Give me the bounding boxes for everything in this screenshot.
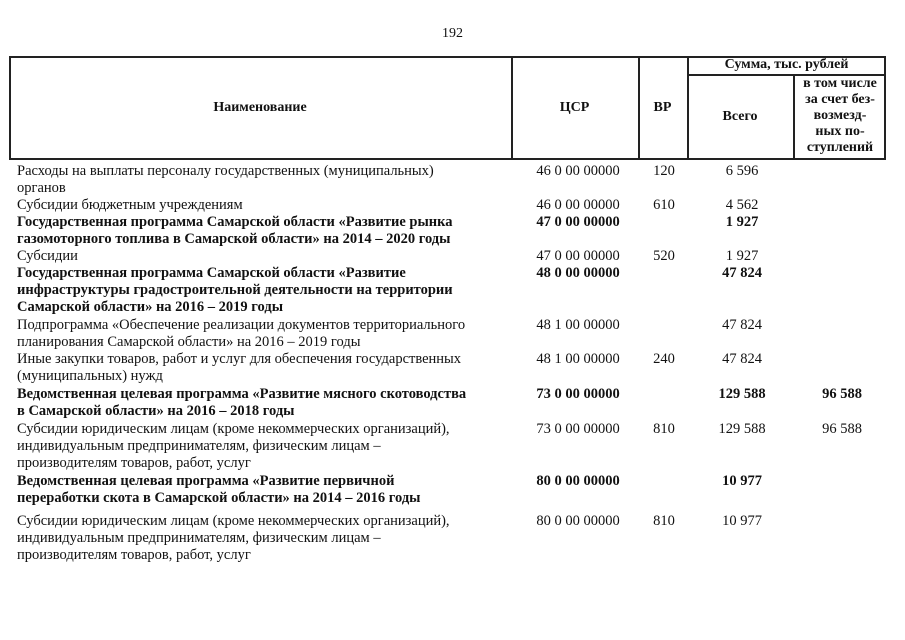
row-name-line: органов (17, 180, 66, 196)
row-total: 47 824 (722, 351, 762, 367)
row-csr: 47 0 00 00000 (536, 214, 620, 230)
row-total: 129 588 (718, 386, 766, 402)
row-total: 1 927 (725, 248, 759, 264)
header-incl-line: возмезд- (813, 108, 867, 123)
header-incl-line: ных по- (815, 124, 865, 139)
header-bottom-border (9, 158, 886, 160)
row-name-line: индивидуальным предпринимателям, физическим лицам – (17, 438, 381, 454)
row-total: 47 824 (722, 265, 762, 281)
row-name (17, 163, 517, 197)
header-incl-line: за счет без- (805, 92, 875, 107)
row-name (17, 386, 517, 420)
header-name: Наименование (213, 100, 307, 115)
header-vr: ВР (653, 100, 672, 115)
header-total: Всего (722, 109, 758, 124)
row-name-line: Ведомственная целевая программа «Развитие первичной (17, 473, 395, 489)
row-name-line: Субсидии юридическим лицам (кроме некоммерческих организаций), (17, 421, 450, 437)
row-csr: 80 0 00 00000 (536, 473, 620, 489)
row-name-line: инфраструктуры градостроительной деятельности на территории (17, 282, 453, 298)
row-name-line: газомоторного топлива в Самарской области» на 2014 – 2020 годы (17, 231, 451, 247)
row-name-line: Субсидии (17, 248, 78, 264)
row-name (17, 351, 517, 385)
row-vr: 240 (653, 351, 675, 367)
row-name (17, 473, 517, 507)
row-total: 4 562 (725, 197, 759, 213)
page-number: 192 (442, 26, 463, 41)
row-total: 10 977 (722, 473, 762, 489)
row-name-line: (муниципальных) нужд (17, 368, 163, 384)
row-name (17, 513, 517, 564)
row-csr: 46 0 00 00000 (536, 197, 620, 213)
header-incl-free (795, 76, 885, 156)
header-csr: ЦСР (559, 100, 590, 115)
row-vr: 610 (653, 197, 675, 213)
row-incl: 96 588 (822, 386, 862, 402)
row-vr: 810 (653, 513, 675, 529)
row-name-line: производителям товаров, работ, услуг (17, 547, 251, 563)
row-csr: 48 1 00 00000 (536, 351, 620, 367)
row-name-line: планирования Самарской области» на 2016 – 2019 годы (17, 334, 361, 350)
row-csr: 48 1 00 00000 (536, 317, 620, 333)
row-name-line: Иные закупки товаров, работ и услуг для обеспечения государственных (17, 351, 462, 367)
row-name-line: в Самарской области» на 2016 – 2018 годы (17, 403, 295, 419)
row-name (17, 421, 517, 472)
row-name (17, 197, 517, 214)
row-total: 47 824 (722, 317, 762, 333)
row-name (17, 317, 517, 351)
row-vr: 120 (653, 163, 675, 179)
row-name-line: Ведомственная целевая программа «Развитие мясного скотоводства (17, 386, 467, 402)
row-name-line: Расходы на выплаты персоналу государственных (муниципальных) (17, 163, 434, 179)
row-name-line: Субсидии юридическим лицам (кроме некоммерческих организаций), (17, 513, 450, 529)
row-csr: 46 0 00 00000 (536, 163, 620, 179)
row-name (17, 248, 517, 265)
header-incl-line: в том числе (803, 76, 877, 91)
header-incl-line: ступлений (806, 140, 874, 155)
row-name-line: Подпрограмма «Обеспечение реализации документов территориального (17, 317, 466, 333)
row-name-line: Государственная программа Самарской области «Развитие (17, 265, 406, 281)
row-vr: 520 (653, 248, 675, 264)
table-header (9, 56, 886, 160)
row-total: 129 588 (718, 421, 766, 437)
row-csr: 73 0 00 00000 (536, 386, 620, 402)
row-name-line: Государственная программа Самарской области «Развитие рынка (17, 214, 453, 230)
row-name-line: производителям товаров, работ, услуг (17, 455, 251, 471)
row-csr: 80 0 00 00000 (536, 513, 620, 529)
row-csr: 48 0 00 00000 (536, 265, 620, 281)
row-name (17, 265, 517, 316)
row-total: 6 596 (725, 163, 759, 179)
row-total: 10 977 (722, 513, 762, 529)
row-name-line: индивидуальным предпринимателям, физическим лицам – (17, 530, 381, 546)
row-incl: 96 588 (822, 421, 862, 437)
row-total: 1 927 (725, 214, 759, 230)
row-csr: 47 0 00 00000 (536, 248, 620, 264)
row-csr: 73 0 00 00000 (536, 421, 620, 437)
row-vr: 810 (653, 421, 675, 437)
header-sum-group: Сумма, тыс. рублей (724, 57, 849, 72)
row-name-line: переработки скота в Самарской области» на 2014 – 2016 годы (17, 490, 421, 506)
row-name-line: Субсидии бюджетным учреждениям (17, 197, 243, 213)
row-name-line: Самарской области» на 2016 – 2019 годы (17, 299, 284, 315)
row-name (17, 214, 517, 248)
